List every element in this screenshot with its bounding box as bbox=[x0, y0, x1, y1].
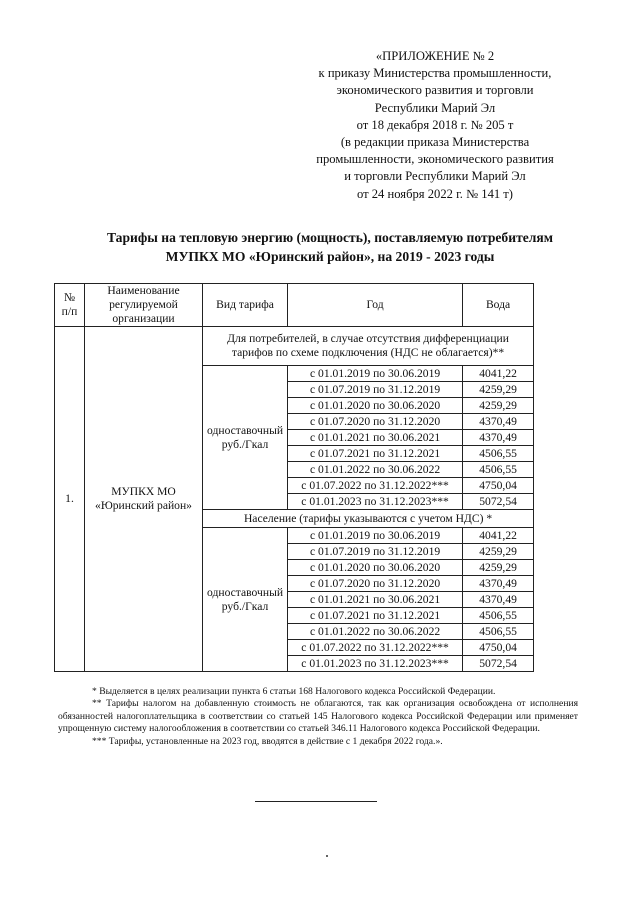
period-cell: с 01.07.2019 по 31.12.2019 bbox=[288, 382, 463, 398]
footnote-2: ** Тарифы налогом на добавленную стоимость не облагаются, так как организация освобождена от исполнения обязанностей налогоплательщика в соответствии со статьей 145 Налогового кодекса Российской Федерации или применяет упрощенную систему налогообложения в соответствии со статьей 346.11 Налогового кодекса Российской Федерации. bbox=[58, 698, 578, 735]
header-num: № п/п bbox=[55, 284, 85, 327]
value-cell: 4506,55 bbox=[463, 462, 534, 478]
value-cell: 4506,55 bbox=[463, 608, 534, 624]
period-cell: с 01.07.2019 по 31.12.2019 bbox=[288, 544, 463, 560]
tariff-type: одноставочный руб./Гкал bbox=[203, 366, 288, 510]
period-cell: с 01.01.2022 по 30.06.2022 bbox=[288, 462, 463, 478]
value-cell: 4041,22 bbox=[463, 528, 534, 544]
group1-label-row bbox=[55, 327, 534, 366]
period-cell: с 01.07.2022 по 31.12.2022*** bbox=[288, 478, 463, 494]
group1-label: Для потребителей, в случае отсутствия дифференциации тарифов по схеме подключения (НДС не облагается)** bbox=[203, 327, 534, 366]
period-cell: с 01.07.2021 по 31.12.2021 bbox=[288, 446, 463, 462]
value-cell: 4750,04 bbox=[463, 640, 534, 656]
period-cell: с 01.01.2022 по 30.06.2022 bbox=[288, 624, 463, 640]
row-number: 1. bbox=[55, 327, 85, 672]
title-line-1: Тарифы на тепловую энергию (мощность), поставляемую потребителям bbox=[106, 230, 554, 245]
value-cell: 4259,29 bbox=[463, 398, 534, 414]
document-title bbox=[40, 229, 620, 266]
header-water: Вода bbox=[463, 284, 534, 327]
header-line: «ПРИЛОЖЕНИЕ № 2 bbox=[375, 49, 495, 63]
group2-label: Население (тарифы указываются с учетом НДС) * bbox=[203, 510, 534, 528]
header-line: экономического развития и торговли bbox=[336, 83, 534, 98]
period-cell: с 01.01.2021 по 30.06.2021 bbox=[288, 592, 463, 608]
value-cell: 5072,54 bbox=[463, 494, 534, 510]
footnote-3: *** Тарифы, установленные на 2023 год, вводятся в действие с 1 декабря 2022 года.». bbox=[92, 735, 443, 747]
footnote-1: * Выделяется в целях реализации пункта 6 статьи 168 Налогового кодекса Российской Федерации. bbox=[92, 686, 496, 697]
header-line: от 24 ноября 2022 г. № 141 т) bbox=[356, 186, 514, 201]
title-line-2: МУПКХ МО «Юринский район», на 2019 - 2023 годы bbox=[165, 248, 495, 264]
header-line: (в редакции приказа Министерства bbox=[340, 135, 530, 150]
footnotes bbox=[58, 686, 578, 748]
period-cell: с 01.01.2019 по 30.06.2019 bbox=[288, 528, 463, 544]
period-cell: с 01.01.2021 по 30.06.2021 bbox=[288, 430, 463, 446]
header-year: Год bbox=[288, 284, 463, 327]
period-cell: с 01.07.2021 по 31.12.2021 bbox=[288, 608, 463, 624]
signature-divider bbox=[255, 801, 377, 802]
period-cell: с 01.01.2023 по 31.12.2023*** bbox=[288, 494, 463, 510]
header-line: и торговли Республики Марий Эл bbox=[344, 169, 526, 184]
value-cell: 4370,49 bbox=[463, 592, 534, 608]
period-cell: с 01.07.2022 по 31.12.2022*** bbox=[288, 640, 463, 656]
header-type: Вид тарифа bbox=[203, 284, 288, 327]
value-cell: 4259,29 bbox=[463, 544, 534, 560]
value-cell: 4259,29 bbox=[463, 382, 534, 398]
period-cell: с 01.01.2019 по 30.06.2019 bbox=[288, 366, 463, 382]
period-cell: с 01.07.2020 по 31.12.2020 bbox=[288, 576, 463, 592]
org-name: МУПКХ МО «Юринский район» bbox=[85, 327, 203, 672]
period-cell: с 01.01.2020 по 30.06.2020 bbox=[288, 398, 463, 414]
period-cell: с 01.01.2023 по 31.12.2023*** bbox=[288, 656, 463, 672]
value-cell: 4506,55 bbox=[463, 446, 534, 462]
value-cell: 4750,04 bbox=[463, 478, 534, 494]
appendix-header bbox=[290, 48, 580, 203]
header-line: Республики Марий Эл bbox=[374, 100, 496, 115]
value-cell: 4259,29 bbox=[463, 560, 534, 576]
header-line: промышленности, экономического развития bbox=[316, 152, 554, 167]
page-mark bbox=[326, 855, 328, 857]
tariff-table bbox=[54, 283, 534, 672]
value-cell: 4370,49 bbox=[463, 576, 534, 592]
header-org: Наименование регулируемой организации bbox=[85, 284, 203, 327]
period-cell: с 01.01.2020 по 30.06.2020 bbox=[288, 560, 463, 576]
tariff-type: одноставочный руб./Гкал bbox=[203, 528, 288, 672]
header-line: к приказу Министерства промышленности, bbox=[318, 66, 552, 81]
period-cell: с 01.07.2020 по 31.12.2020 bbox=[288, 414, 463, 430]
header-line: от 18 декабря 2018 г. № 205 т bbox=[356, 117, 514, 132]
value-cell: 4506,55 bbox=[463, 624, 534, 640]
value-cell: 4370,49 bbox=[463, 414, 534, 430]
value-cell: 5072,54 bbox=[463, 656, 534, 672]
value-cell: 4370,49 bbox=[463, 430, 534, 446]
value-cell: 4041,22 bbox=[463, 366, 534, 382]
table-header-row bbox=[55, 284, 534, 327]
